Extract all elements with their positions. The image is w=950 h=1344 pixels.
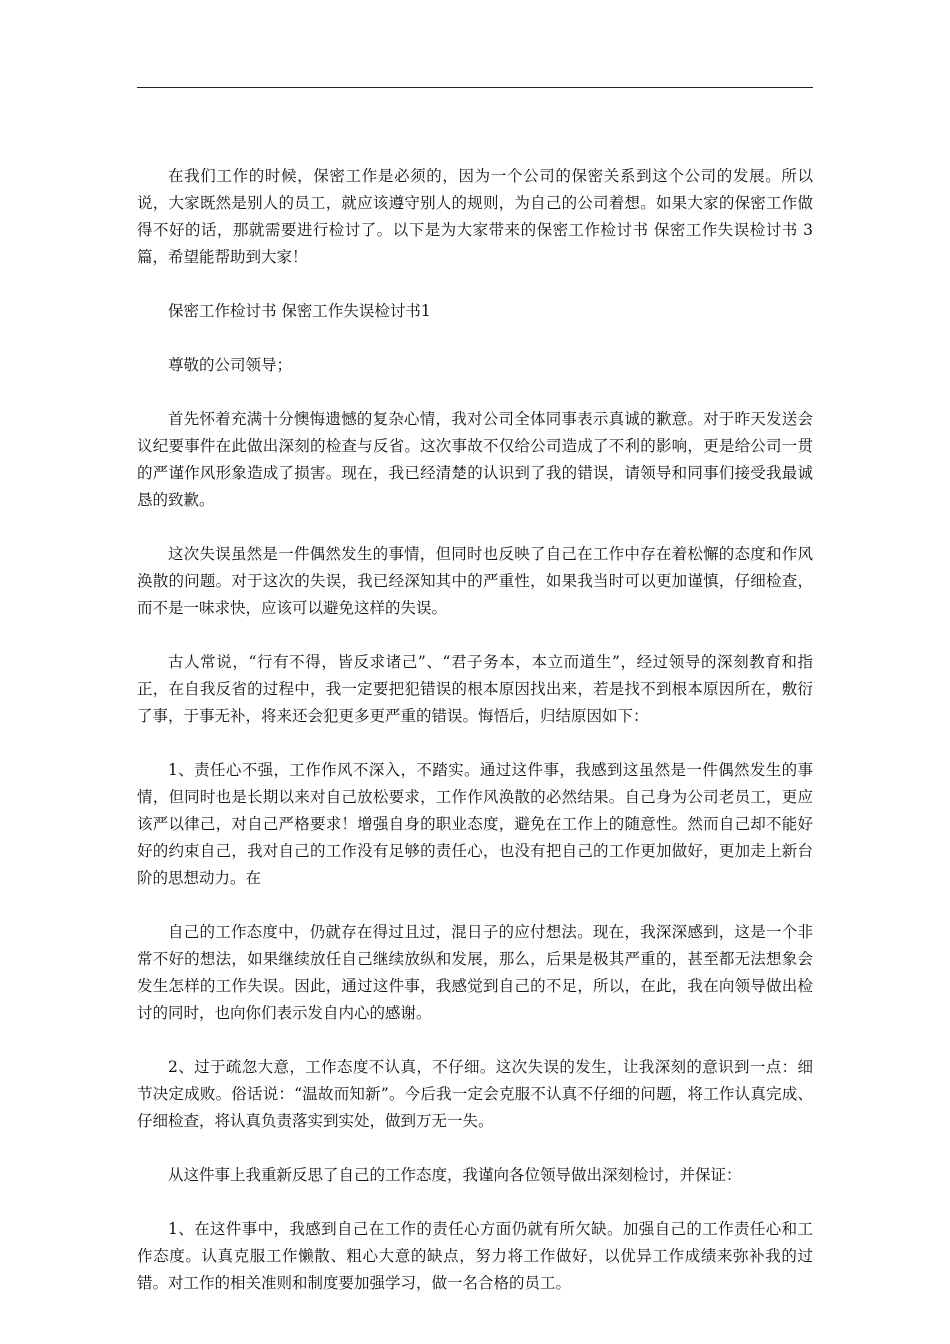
header-rule <box>137 87 813 88</box>
body-paragraph: 1、责任心不强，工作作风不深入，不踏实。通过这件事，我感到这虽然是一件偶然发生的事情，但同时也是长期以来对自己放松要求，工作作风涣散的必然结果。自己身为公司老员工，更应该严以律己，对自己严格要求！增强自身的职业态度，避免在工作上的随意性。然而自己却不能好好的约束自己，我对自己的工作没有足够的责任心，也没有把自己的工作更加做好，更加走上新台阶的思想动力。在 <box>137 761 813 887</box>
body-paragraph: 这次失误虽然是一件偶然发生的事情，但同时也反映了自己在工作中存在着松懈的态度和作风涣散的问题。对于这次的失误，我已经深知其中的严重性，如果我当时可以更加谨慎，仔细检查，而不是一味求快，应该可以避免这样的失误。 <box>137 545 813 617</box>
body-paragraph: 1、在这件事中，我感到自己在工作的责任心方面仍就有所欠缺。加强自己的工作责任心和工作态度。认真克服工作懒散、粗心大意的缺点，努力将工作做好，以优异工作成绩来弥补我的过错。对工作的相关准则和制度要加强学习，做一名合格的员工。 <box>137 1220 813 1292</box>
intro-paragraph: 在我们工作的时候，保密工作是必须的，因为一个公司的保密关系到这个公司的发展。所以说，大家既然是别人的员工，就应该遵守别人的规则，为自己的公司着想。如果大家的保密工作做得不好的话，那就需要进行检讨了。以下是为大家带来的保密工作检讨书 保密工作失误检讨书 3篇，希望能帮助到大家！ <box>137 167 813 266</box>
body-paragraph: 从这件事上我重新反思了自己的工作态度，我谨向各位领导做出深刻检讨，并保证： <box>168 1166 742 1184</box>
document-body <box>137 163 813 1324</box>
salutation: 尊敬的公司领导； <box>168 356 293 374</box>
section-title: 保密工作检讨书 保密工作失误检讨书1 <box>168 302 431 320</box>
body-paragraph: 首先怀着充满十分懊悔遗憾的复杂心情，我对公司全体同事表示真诚的歉意。对于昨天发送会议纪要事件在此做出深刻的检查与反省。这次事故不仅给公司造成了不利的影响，更是给公司一贯的严谨作风形象造成了损害。现在，我已经清楚的认识到了我的错误，请领导和同事们接受我最诚恳的致歉。 <box>137 410 813 509</box>
body-paragraph: 2、过于疏忽大意，工作态度不认真，不仔细。这次失误的发生，让我深刻的意识到一点：细节决定成败。俗话说：“温故而知新”。今后我一定会克服不认真不仔细的问题，将工作认真完成、仔细检查，将认真负责落实到实处，做到万无一失。 <box>137 1058 813 1130</box>
body-paragraph: 自己的工作态度中，仍就存在得过且过，混日子的应付想法。现在，我深深感到，这是一个非常不好的想法，如果继续放任自己继续放纵和发展，那么，后果是极其严重的，甚至都无法想象会发生怎样的工作失误。因此，通过这件事，我感觉到自己的不足，所以，在此，我在向领导做出检讨的同时，也向你们表示发自内心的感谢。 <box>137 923 813 1022</box>
body-paragraph: 古人常说，“行有不得，皆反求诸己”、“君子务本，本立而道生”，经过领导的深刻教育和指正，在自我反省的过程中，我一定要把犯错误的根本原因找出来，若是找不到根本原因所在，敷衍了事，于事无补，将来还会犯更多更严重的错误。悔悟后，归结原因如下： <box>137 653 813 725</box>
